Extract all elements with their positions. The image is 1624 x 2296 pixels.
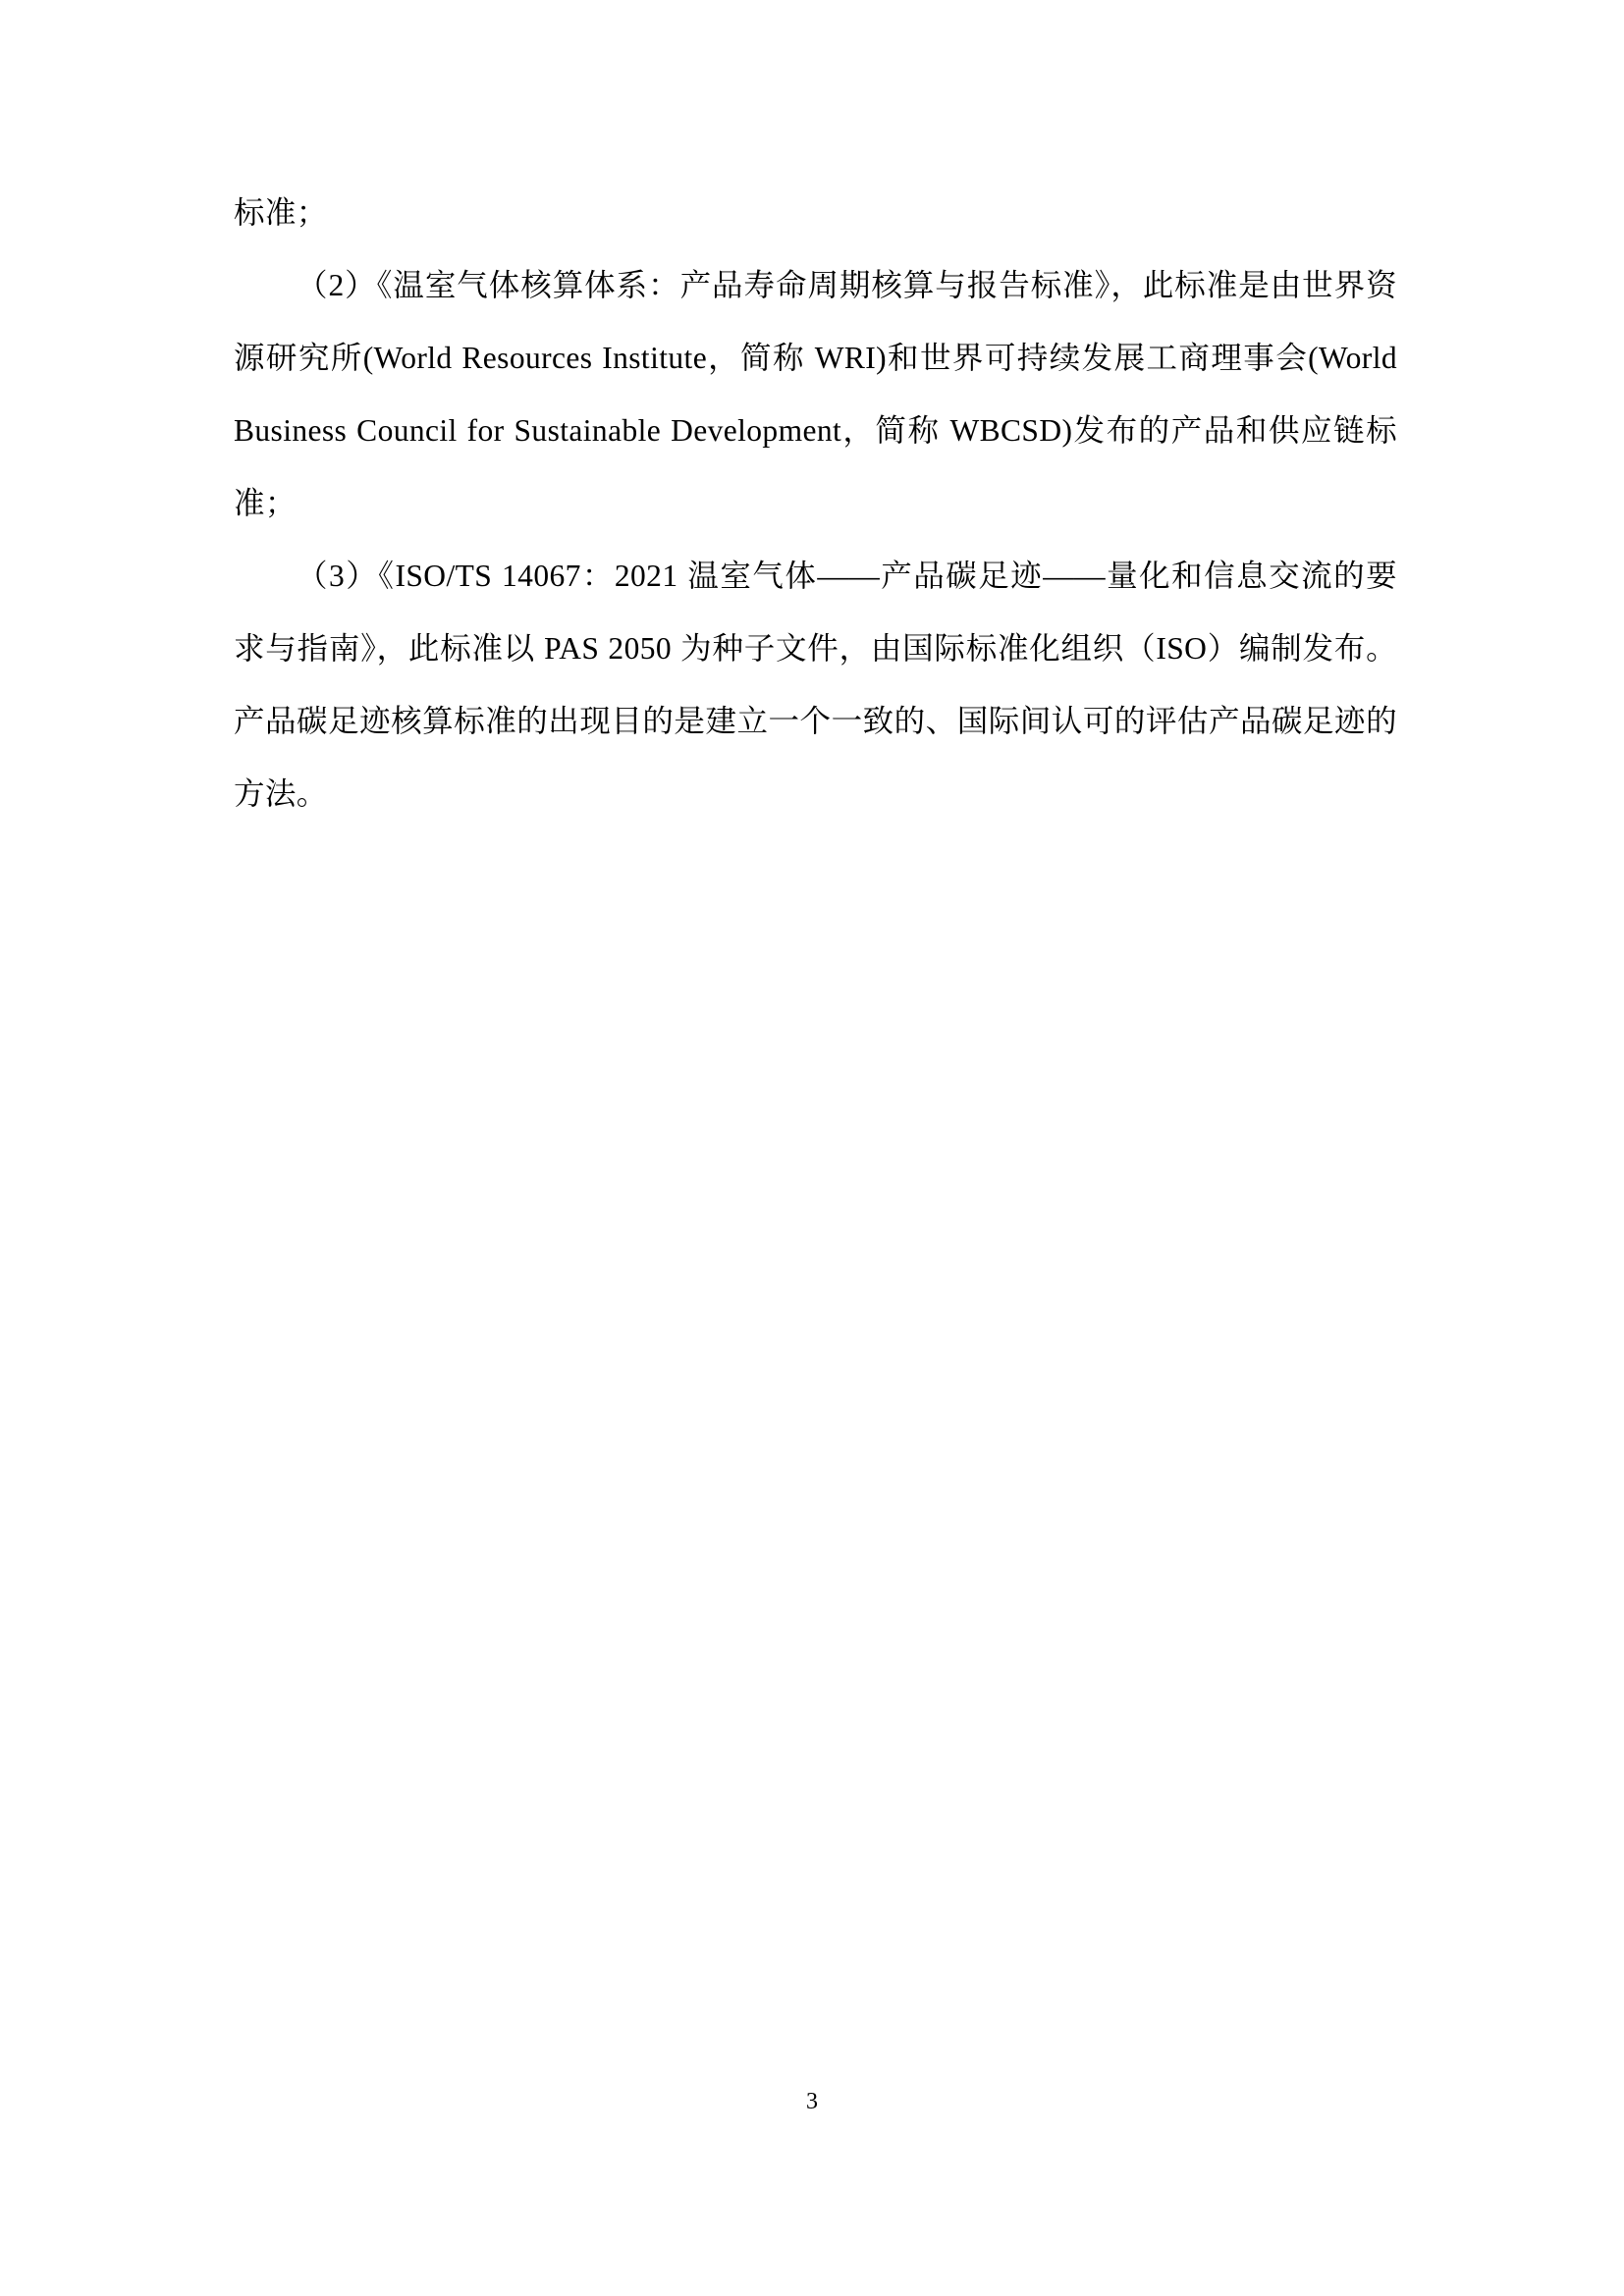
paragraph-standard-item-2: （2）《温室气体核算体系：产品寿命周期核算与报告标准》，此标准是由世界资源研究所(World Resources Institute，简称 WRI)和世界可持续发展工商理事会(World Business Council for Sustainable Development，简称 WBCSD)发布的产品和供应链标准； <box>234 268 1397 520</box>
paragraph-continued: 标准； <box>234 195 328 230</box>
page-number: 3 <box>806 2089 818 2114</box>
document-body <box>234 177 1397 830</box>
paragraph-standard-item-3: （3）《ISO/TS 14067：2021 温室气体——产品碳足迹——量化和信息交流的要求与指南》，此标准以 PAS 2050 为种子文件，由国际标准化组织（ISO）编制发布。产品碳足迹核算标准的出现目的是建立一个一致的、国际间认可的评估产品碳足迹的方法。 <box>234 559 1397 811</box>
